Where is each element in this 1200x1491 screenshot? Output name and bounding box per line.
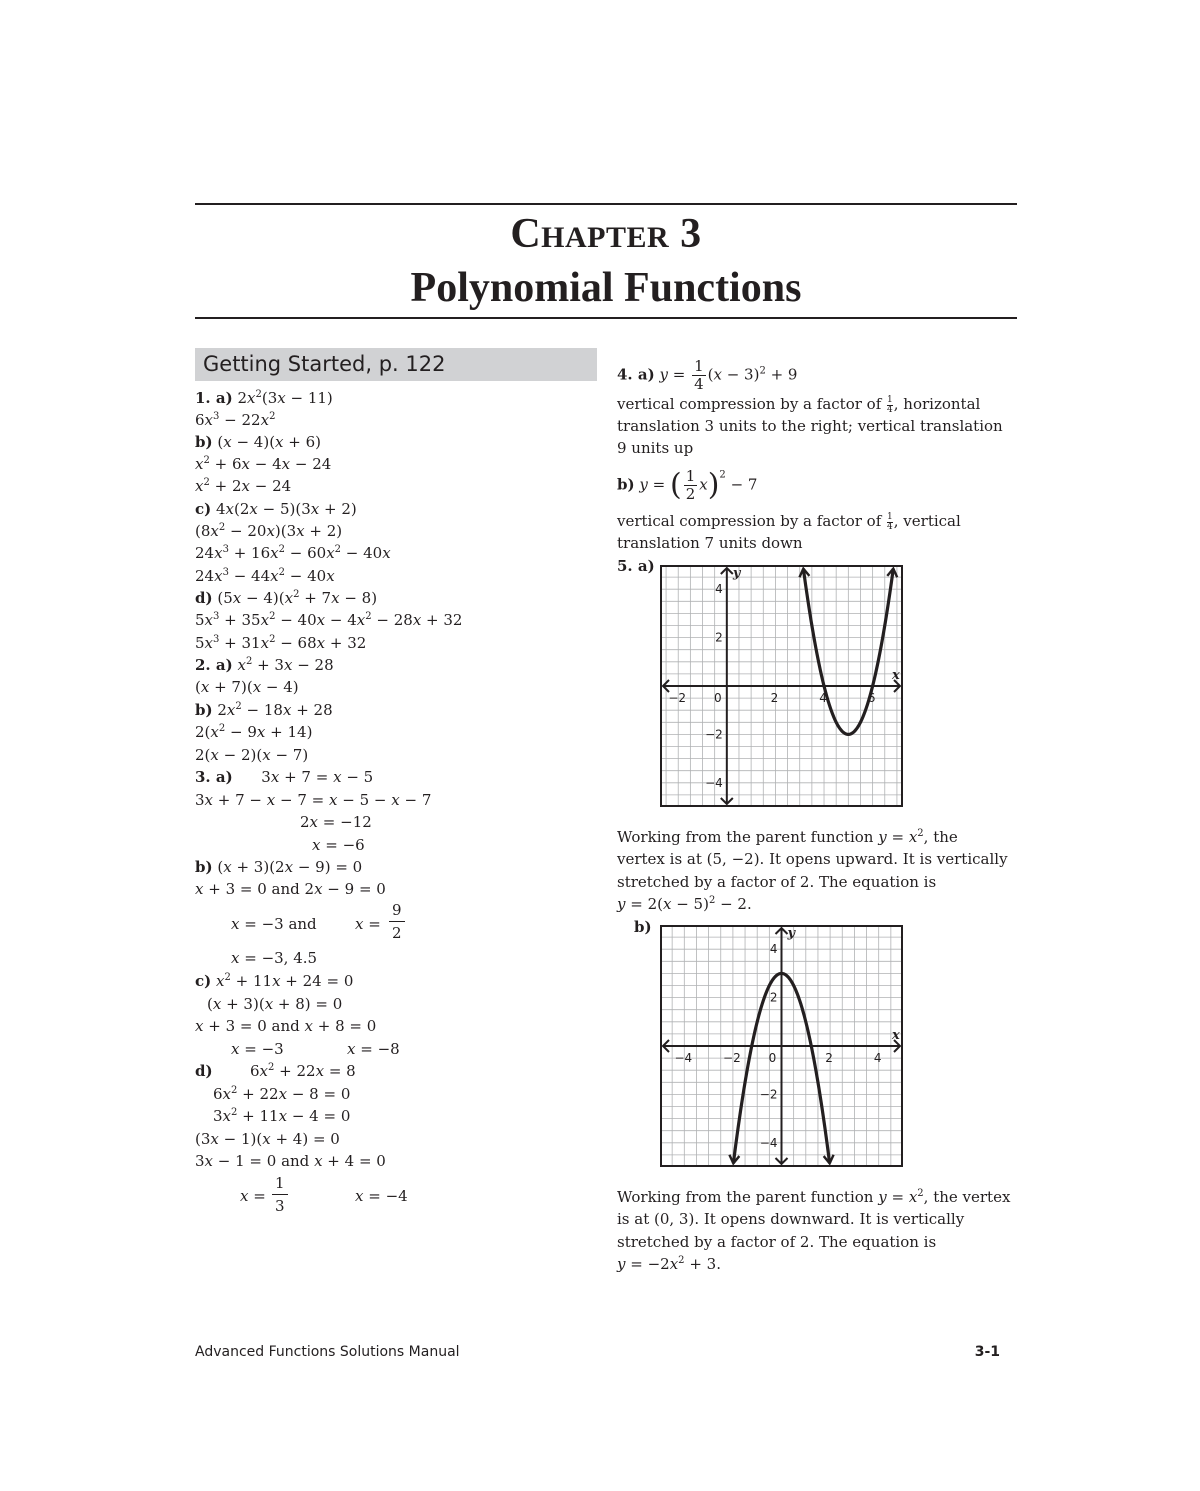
x-tick-label: 0: [714, 691, 722, 705]
x-tick-label: −4: [674, 1051, 693, 1065]
line: 2. a) $x^2 + 3x - 28$: [195, 656, 334, 674]
line: $5x^3 + 35x^2 - 40x - 4x^2 - 28x + 32$: [195, 611, 463, 629]
line: 2x = −12: [300, 813, 372, 831]
line: 3x + 7 − x − 7 = x − 5 − x − 7: [195, 791, 432, 809]
x-tick-label: 6: [867, 691, 876, 705]
graph-b-svg: [660, 925, 903, 1167]
line: b) (x − 4)(x + 6): [195, 433, 322, 451]
x-tick-label: 0: [768, 1051, 777, 1065]
line: $x^2 + 2x - 24$: [195, 477, 292, 495]
x-tick-label: 4: [873, 1051, 882, 1065]
section-title: Getting Started, p. 122: [203, 352, 446, 376]
y-tick-label: −2: [705, 727, 723, 742]
q4b-text-1: vertical compression by a factor of $\frac{1}{4}$ , vertical: [617, 511, 961, 532]
y-tick-label: 2: [769, 990, 778, 1005]
q4b-equation: b) y = ( $\frac{1}{2}$ x)$^2$ − 7: [617, 467, 758, 503]
line: $6x^2 + 22x - 8 = 0$: [213, 1085, 351, 1103]
line: $3x^2 + 11x - 4 = 0$: [213, 1107, 351, 1125]
fraction-bar: [272, 1194, 288, 1195]
line: d) $(5x - 4)(x^2 + 7x - 8)$: [195, 589, 378, 607]
q4a-text-3: 9 units up: [617, 439, 694, 457]
x-tick-label: −2: [668, 691, 687, 705]
fraction-denominator: 3: [275, 1197, 285, 1215]
line: b) (x + 3)(2x − 9) = 0: [195, 858, 363, 876]
q5b-text-3: stretched by a factor of 2. The equation is: [617, 1233, 937, 1251]
graph-b: [660, 925, 903, 1167]
line: x = −3, 4.5: [231, 949, 318, 967]
fraction-numerator: 1: [275, 1174, 285, 1192]
x-tick-label: 2: [770, 691, 779, 705]
line: x = −8: [347, 1040, 400, 1058]
line: 3. a) 3x + 7 = x − 5: [195, 768, 374, 786]
footer-book-title: Advanced Functions Solutions Manual: [195, 1344, 460, 1360]
line: $2(x^2 - 9x + 14)$: [195, 723, 313, 741]
x-tick-label: 4: [819, 691, 827, 705]
q5a-text-3: stretched by a factor of 2. The equation is: [617, 873, 937, 891]
y-axis-label: y: [732, 566, 741, 581]
q5b-label: b): [634, 918, 652, 936]
bottom-rule: [195, 317, 1017, 319]
y-tick-label: −4: [759, 1135, 778, 1150]
y-tick-label: 4: [715, 582, 723, 597]
q4b-text-2: translation 7 units down: [617, 534, 803, 552]
line: (x + 3)(x + 8) = 0: [207, 995, 343, 1013]
y-tick-label: 4: [769, 942, 778, 957]
line: x = −6: [312, 836, 365, 854]
q5b-text-2: is at (0, 3). It opens downward. It is vertically: [617, 1210, 965, 1228]
top-rule: [195, 203, 1017, 205]
x-tick-label: −2: [723, 1051, 741, 1065]
q5b-text-4: $y = -2x^2 + 3$.: [617, 1255, 721, 1273]
x-axis-label: x: [892, 668, 900, 683]
y-tick-label: −2: [759, 1087, 778, 1102]
q5a-text-2: vertex is at (5, −2). It opens upward. It is vertically: [617, 850, 1008, 868]
q5a-label: 5. a): [617, 557, 655, 575]
line: x + 3 = 0 and 2x − 9 = 0: [195, 880, 386, 898]
line: 3x − 1 = 0 and x + 4 = 0: [195, 1152, 386, 1170]
graph-a: [660, 565, 903, 807]
line: $(8x^2 - 20x)(3x + 2)$: [195, 522, 343, 540]
line: c) 4x(2x − 5)(3x + 2): [195, 500, 357, 518]
y-axis-label: y: [787, 926, 796, 941]
line: $5x^3 + 31x^2 - 68x + 32$: [195, 634, 367, 652]
line: x = −4: [355, 1187, 408, 1205]
line: (x + 7)(x − 4): [195, 678, 299, 696]
y-tick-label: 2: [715, 630, 723, 645]
q4a-text-2: translation 3 units to the right; vertical translation: [617, 417, 1003, 435]
line: d): [195, 1062, 213, 1080]
line-1a: 1. a) $2x^2(3x - 11)$: [195, 389, 333, 407]
line: (3x − 1)(x + 4) = 0: [195, 1130, 340, 1148]
chapter-label: CHAPTER 3: [510, 211, 702, 257]
chapter-title: Polynomial Functions: [410, 265, 802, 311]
line: x =: [355, 915, 381, 933]
fraction-denominator: 2: [392, 924, 402, 942]
y-tick-label: −4: [705, 775, 723, 790]
line: c) $x^2 + 11x + 24 = 0$: [195, 972, 354, 990]
line: b) $2x^2 - 18x + 28$: [195, 701, 333, 719]
section-header: [195, 348, 597, 381]
line: $6x^3 - 22x^2$: [195, 411, 276, 429]
x-tick-label: 2: [825, 1051, 833, 1065]
line: x =: [240, 1187, 266, 1205]
line: x + 3 = 0 and x + 8 = 0: [195, 1017, 377, 1035]
line: $6x^2 + 22x = 8$: [250, 1062, 356, 1080]
x-axis-label: x: [892, 1028, 900, 1043]
fraction-numerator: 9: [392, 901, 402, 919]
q5a-text-4: $y = 2(x - 5)^2 - 2$.: [617, 895, 752, 913]
q4a-text-1: vertical compression by a factor of $\frac{1}{4}$ , horizontal: [617, 394, 981, 415]
line: $x^2 + 6x - 4x - 24$: [195, 455, 332, 473]
graph-a-svg: [660, 565, 903, 807]
line: x = −3: [231, 1040, 284, 1058]
line: 2(x − 2)(x − 7): [195, 746, 309, 764]
q4a-equation: 4. a) y = $\frac{1}{4}$ $(x - 3)^2 + 9$: [617, 357, 798, 393]
q5b-text-1: Working from the parent function $y = x^2$, the vertex: [617, 1188, 1011, 1206]
fraction-bar: [389, 921, 405, 922]
line: $24x^3 + 16x^2 - 60x^2 - 40x$: [195, 544, 391, 562]
q5a-text-1: Working from the parent function $y = x^2$, the: [617, 828, 958, 846]
line: x = −3 and: [231, 915, 317, 933]
footer-page-number: 3-1: [974, 1344, 1000, 1360]
line: $24x^3 - 44x^2 - 40x$: [195, 567, 335, 585]
